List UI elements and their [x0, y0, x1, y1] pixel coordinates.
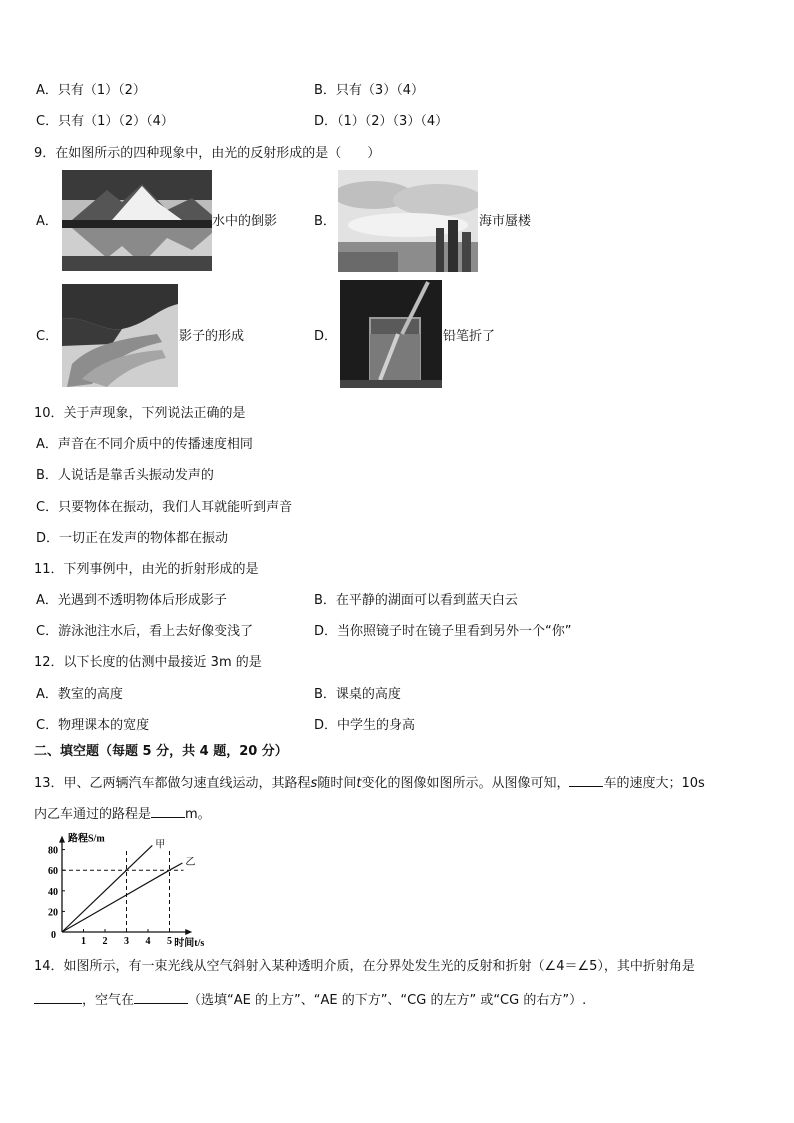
y-axis-label: 路程S/m [68, 833, 105, 845]
hand-shadow-image [62, 284, 178, 387]
q13-text-c: 变化的图像如图所示。从图像可知， [361, 776, 570, 791]
q10-option-c: C．只要物体在振动，我们人耳就能听到声音 [36, 500, 293, 515]
y-tick-label: 40 [48, 886, 58, 898]
q13-var-s: s [310, 776, 318, 791]
q9-d-label: D． [314, 329, 338, 344]
q13-text-e: 内乙车通过的路程是 [34, 807, 152, 822]
x-tick-label: 3 [124, 936, 129, 947]
x-axis-label: 时间t/s [174, 938, 205, 948]
q8-option-b: B．只有（3）（4） [314, 83, 424, 98]
q9-d-caption: 铅笔折了 [443, 329, 496, 344]
q9-b-caption: 海市蜃楼 [479, 214, 532, 229]
q9-c-caption: 影子的形成 [179, 329, 245, 344]
q14-text-b: （选填“AE 的上方”、“AE 的下方”、“CG 的左方” 或“CG 的右方”）. [188, 993, 587, 1008]
q11-option-a: A．光遇到不透明物体后形成影子 [36, 593, 227, 608]
lake-reflection-image [62, 170, 212, 271]
q13-text-a: 13．甲、乙两辆汽车都做匀速直线运动，其路程 [34, 776, 311, 791]
q11-option-c: C．游泳池注水后，看上去好像变浅了 [36, 624, 254, 639]
distance-time-chart [40, 828, 240, 948]
q14-text-a: ，空气在 [82, 993, 135, 1008]
x-tick-label: 1 [81, 936, 86, 947]
q14-blank-1[interactable] [34, 989, 82, 1004]
q12-stem: 12．以下长度的估测中最接近 3m 的是 [34, 655, 262, 670]
q12-option-c: C．物理课本的宽度 [36, 718, 150, 733]
q13-line2 [34, 803, 211, 824]
q9-a-caption: 水中的倒影 [212, 214, 278, 229]
q14-blank-2[interactable] [134, 989, 188, 1004]
q12-option-d: D．中学生的身高 [314, 718, 416, 733]
series-line [62, 863, 182, 932]
q13-text-f: m。 [185, 807, 211, 822]
q8-option-a: A．只有（1）（2） [36, 83, 146, 98]
q14-line1: 14．如图所示，有一束光线从空气斜射入某种透明介质，在分界处发生光的反射和折射（∠4＝∠5），其中折射角是 [34, 959, 695, 974]
q12-option-a: A．教室的高度 [36, 687, 123, 702]
q13-blank-2[interactable] [151, 803, 185, 818]
q10-option-a: A．声音在不同介质中的传播速度相同 [36, 437, 253, 452]
x-axis-arrow [185, 929, 192, 935]
y-tick-label: 20 [48, 907, 58, 919]
q13-text-b: 随时间 [317, 776, 357, 791]
q9-c-label: C． [36, 329, 59, 344]
q8-option-c: C．只有（1）（2）（4） [36, 114, 174, 129]
y-tick-label: 60 [48, 866, 58, 878]
q9-b-label: B． [314, 214, 336, 229]
y-tick-label: 80 [48, 845, 58, 857]
y-axis-arrow [59, 836, 65, 843]
series-label: 乙 [185, 856, 196, 868]
x-tick-label: 2 [102, 936, 108, 947]
mirage-image [338, 170, 478, 272]
series-line [62, 845, 152, 932]
q13-text-d: 车的速度大；10s [603, 776, 705, 791]
q10-option-d: D．一切正在发声的物体都在振动 [36, 531, 229, 546]
q14-line2 [34, 989, 586, 1010]
q11-stem: 11．下列事例中，由光的折射形成的是 [34, 562, 259, 577]
origin-label: 0 [51, 930, 56, 941]
q13-var-t: t [356, 776, 362, 791]
bent-pencil-image [340, 280, 442, 388]
q13-blank-1[interactable] [569, 772, 603, 787]
x-tick-label: 5 [167, 936, 172, 947]
q13-line1 [34, 772, 705, 793]
x-tick-label: 4 [145, 936, 151, 947]
q8-option-d: D．（1）（2）（3）（4） [314, 114, 449, 129]
q11-option-d: D．当你照镜子时在镜子里看到另外一个“你” [314, 624, 572, 639]
q9-stem: 9．在如图所示的四种现象中，由光的反射形成的是（ ） [34, 146, 381, 161]
q9-a-label: A． [36, 214, 58, 229]
q11-option-b: B．在平静的湖面可以看到蓝天白云 [314, 593, 518, 608]
series-label: 甲 [155, 839, 166, 851]
q10-option-b: B．人说话是靠舌头振动发声的 [36, 468, 214, 483]
section-title: 二、填空题（每题 5 分，共 4 题，20 分） [34, 744, 288, 759]
q10-stem: 10．关于声现象，下列说法正确的是 [34, 406, 246, 421]
q12-option-b: B．课桌的高度 [314, 687, 401, 702]
